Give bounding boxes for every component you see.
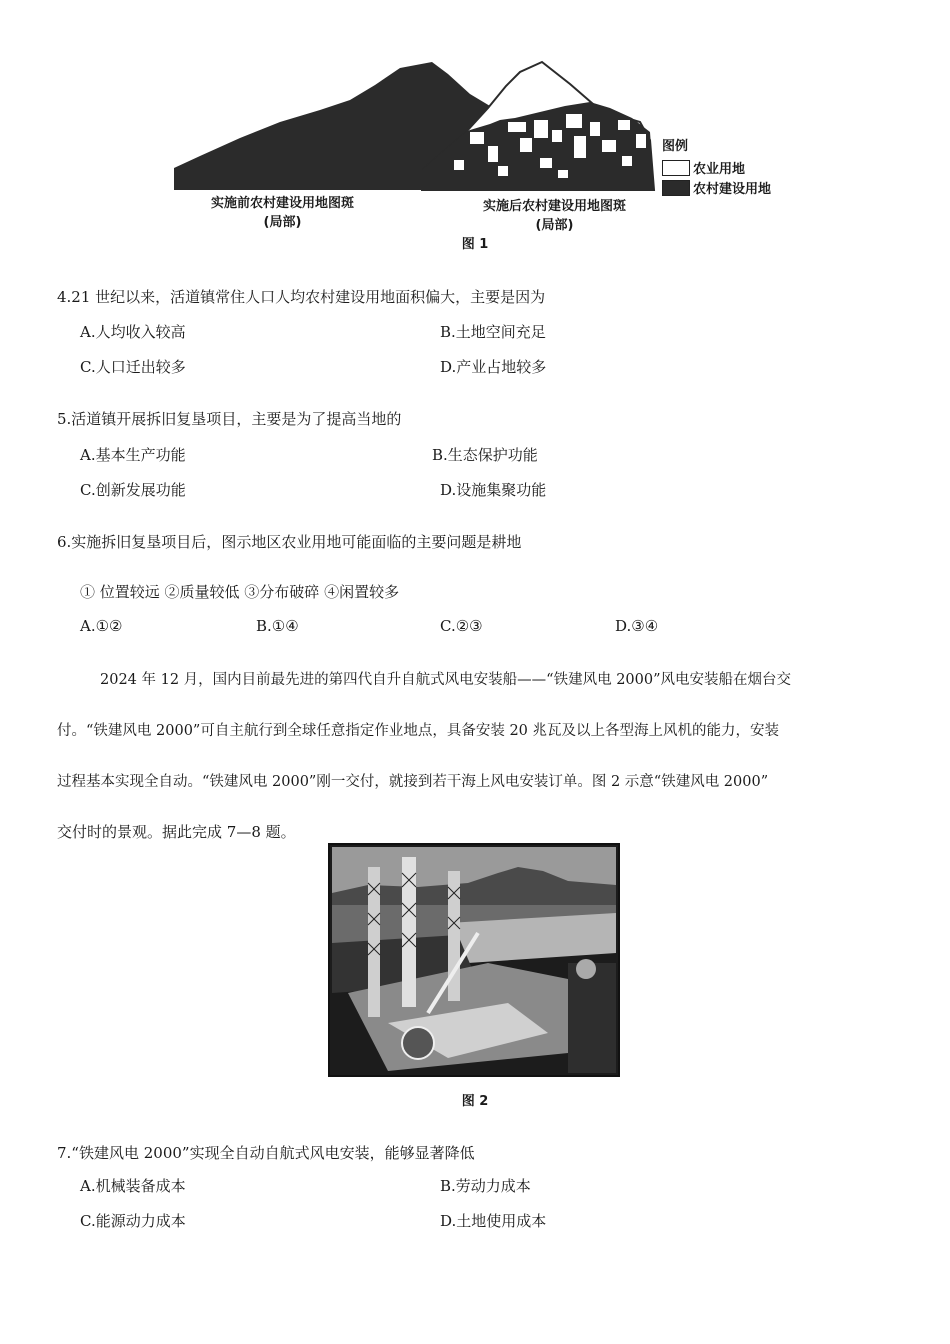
q5-option-b: B.生态保护功能 — [432, 446, 538, 464]
q7-stem: 7.“铁建风电 2000”实现全自动自航式风电安装，能够显著降低 — [57, 1144, 475, 1162]
q5-option-d: D.设施集聚功能 — [440, 481, 547, 499]
legend-rural-label: 农村建设用地 — [693, 182, 772, 197]
q4-option-b: B.土地空间充足 — [440, 323, 546, 341]
q7-option-b: B.劳动力成本 — [440, 1177, 531, 1195]
q7-option-d: D.土地使用成本 — [440, 1212, 547, 1230]
figure-2-photo — [328, 843, 620, 1077]
figure-2-label: 图 2 — [461, 1094, 489, 1109]
passage-line-3: 过程基本实现全自动。“铁建风电 2000”刚一交付，就接到若干海上风电安装订单。图 2 示意“铁建风电 2000” — [57, 774, 769, 790]
legend-agri-swatch — [662, 160, 690, 176]
legend-title: 图例 — [662, 139, 689, 154]
q6-items: ① 位置较远 ②质量较低 ③分布破碎 ④闲置较多 — [80, 583, 400, 601]
q7-option-a: A.机械装备成本 — [80, 1177, 186, 1195]
passage-line-1: 2024 年 12 月，国内目前最先进的第四代自升自航式风电安装船——“铁建风电 2000”风电安装船在烟台交 — [100, 672, 792, 688]
q6-option-a: A.①② — [80, 617, 123, 635]
q4-option-a: A.人均收入较高 — [80, 323, 186, 341]
caption-before-line2: (局部) — [263, 215, 302, 230]
passage-line-4: 交付时的景观。据此完成 7—8 题。 — [57, 823, 296, 841]
caption-before-line1: 实施前农村建设用地图斑 — [210, 196, 354, 211]
legend-agri-label: 农业用地 — [693, 162, 746, 177]
q6-option-d: D.③④ — [615, 617, 659, 635]
q6-stem: 6.实施拆旧复垦项目后，图示地区农业用地可能面临的主要问题是耕地 — [57, 533, 522, 551]
q7-option-c: C.能源动力成本 — [80, 1212, 186, 1230]
legend-rural-swatch — [662, 180, 690, 196]
q5-option-a: A.基本生产功能 — [80, 446, 186, 464]
q4-option-c: C.人口迁出较多 — [80, 358, 186, 376]
q4-stem: 4.21 世纪以来，活道镇常住人口人均农村建设用地面积偏大，主要是因为 — [57, 288, 546, 306]
q5-option-c: C.创新发展功能 — [80, 481, 186, 499]
q4-option-d: D.产业占地较多 — [440, 358, 547, 376]
figure-1-label: 图 1 — [461, 237, 489, 252]
q5-stem: 5.活道镇开展拆旧复垦项目，主要是为了提高当地的 — [57, 410, 402, 428]
passage-line-2: 付。“铁建风电 2000”可自主航行到全球任意指定作业地点，具备安装 20 兆瓦及以上各型海上风机的能力，安装 — [57, 723, 780, 739]
q6-option-b: B.①④ — [256, 617, 299, 635]
q6-option-c: C.②③ — [440, 617, 483, 635]
caption-after-line2: (局部) — [535, 218, 574, 233]
caption-after-line1: 实施后农村建设用地图斑 — [482, 199, 626, 214]
